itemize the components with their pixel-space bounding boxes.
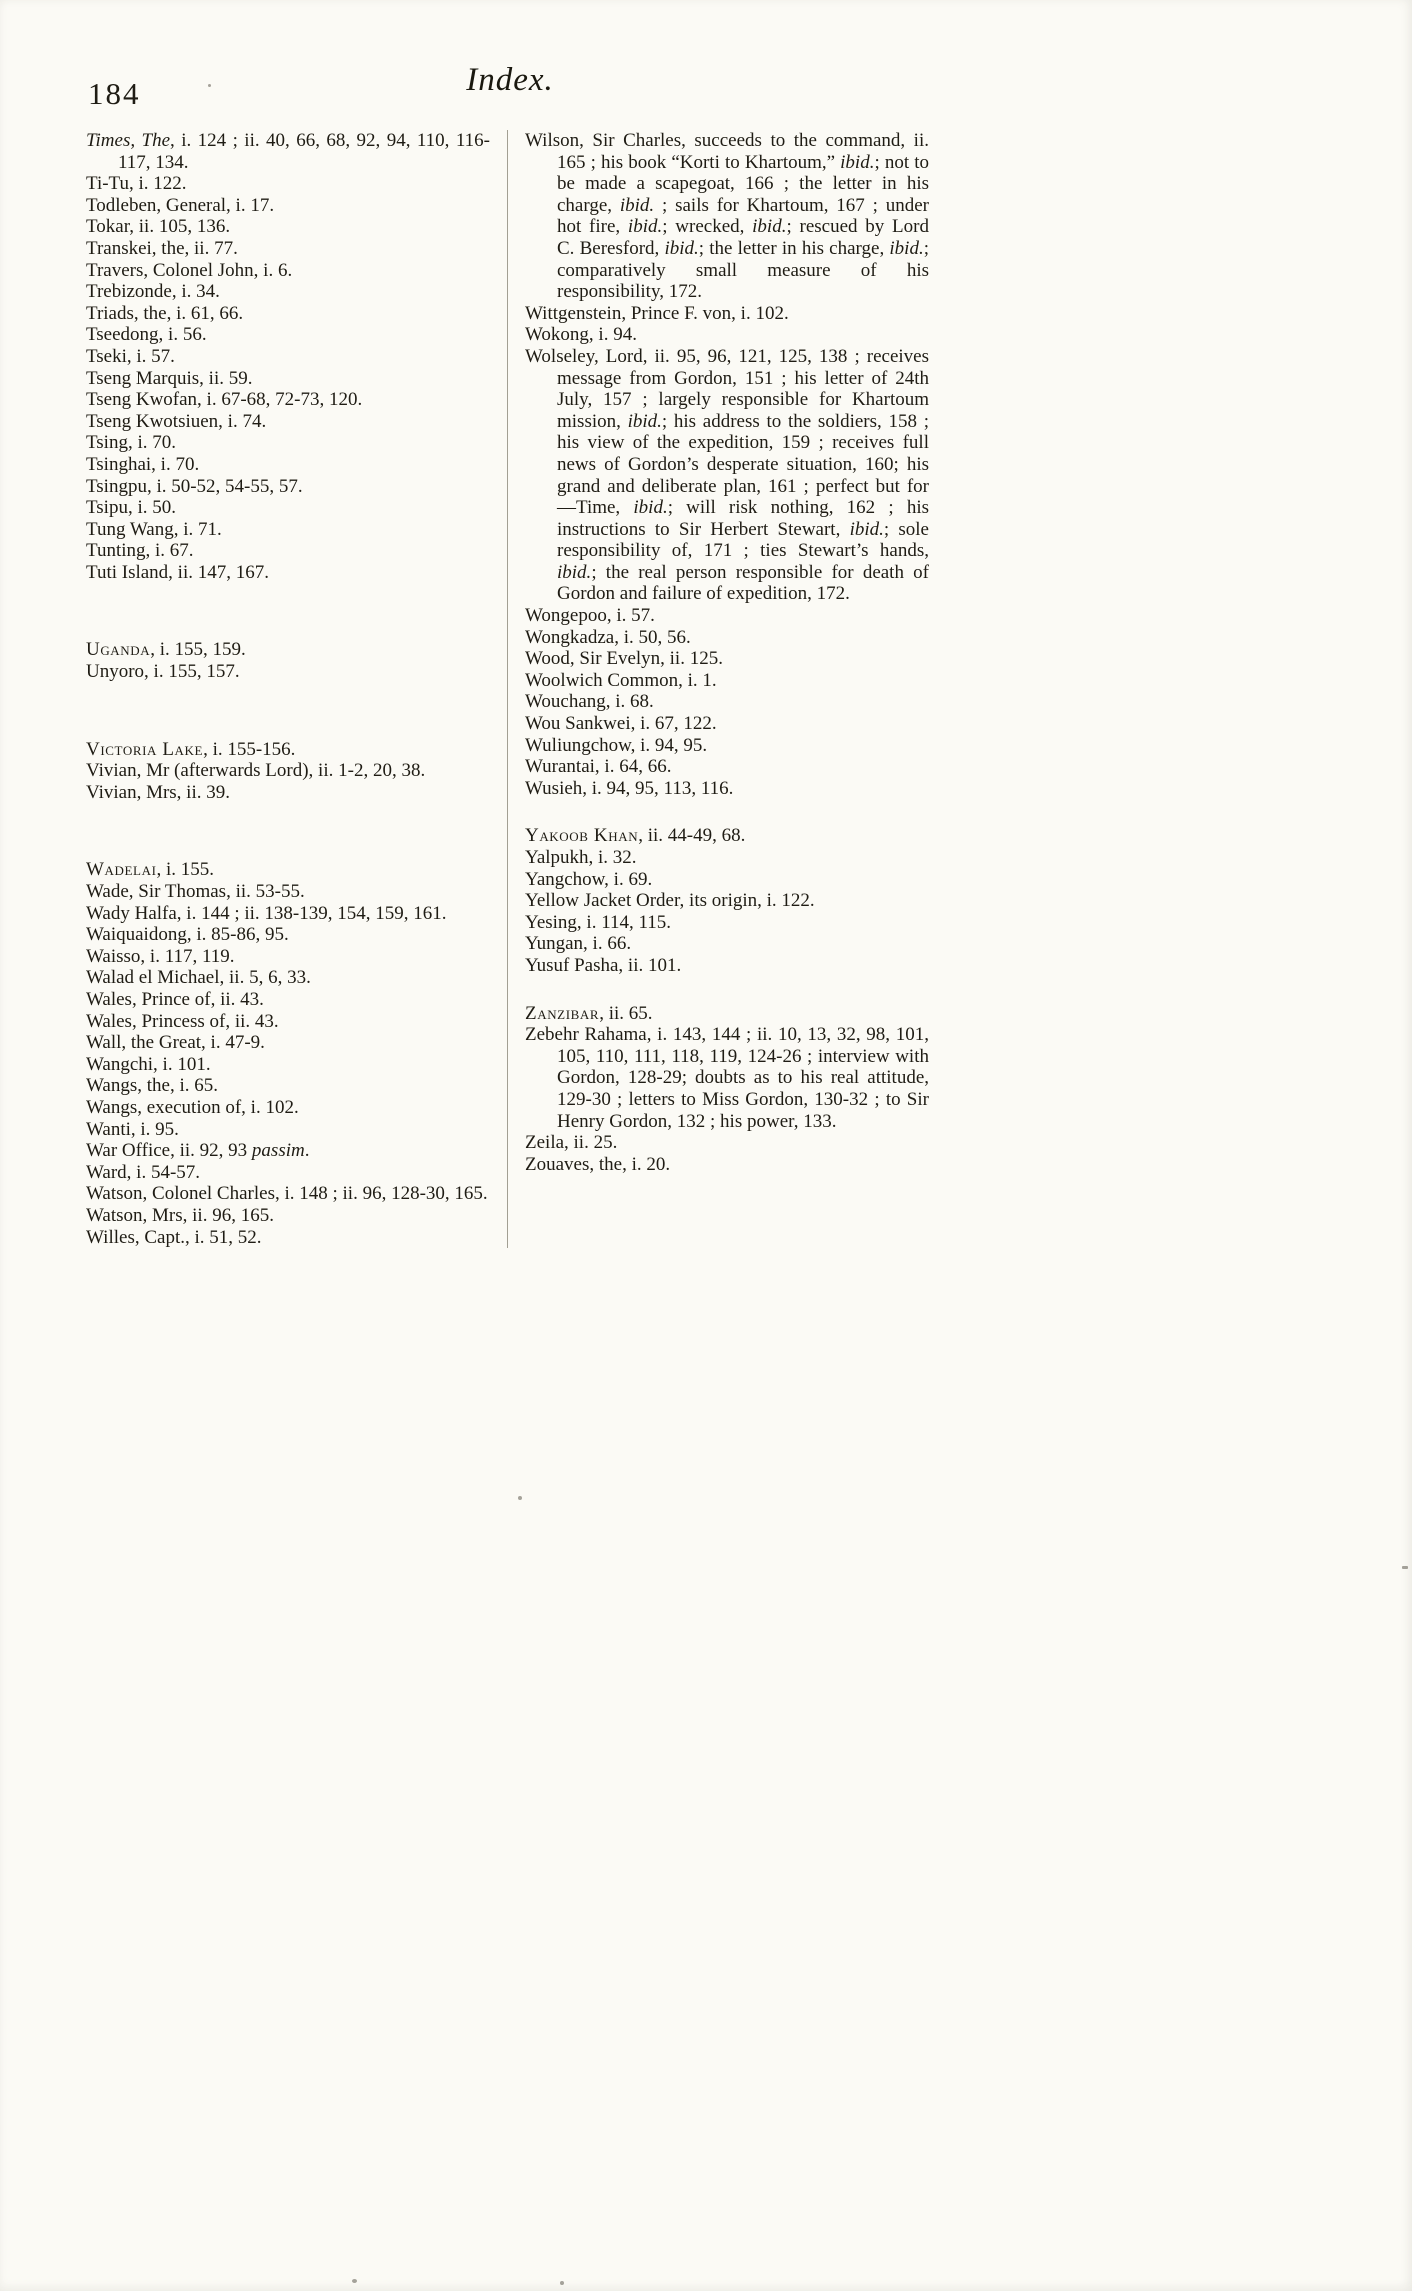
index-entry: Yellow Jacket Order, its origin, i. 122. — [525, 890, 815, 912]
index-group — [86, 739, 490, 804]
index-entry: Walad el Michael, ii. 5, 6, 33. — [86, 967, 311, 989]
index-entry: Waisso, i. 117, 119. — [86, 945, 235, 967]
index-entry: Wangchi, i. 101. — [86, 1053, 211, 1075]
scan-speck — [208, 84, 211, 87]
index-entry: Wolseley, Lord, ii. 95, 96, 121, 125, 138 ; receives message from Gordon, 151 ; his letter of 24th July, 157 ; largely responsible for Khartoum mission, ibid.; his address to the soldiers, 158 ; his view of the expedition, 159 ; receives full news of Gordon’s desperate situation, 160; his grand and deliberate plan, 161 ; perfect but for—Time, ibid.; will risk nothing, 162 ; his instructions to Sir Herbert Stewart, ibid.; sole responsibility of, 171 ; ties Stewart’s hands, ibid.; the real person responsible for death of Gordon and failure of expedition, 172. — [525, 345, 929, 605]
index-entry: Triads, the, i. 61, 66. — [86, 302, 244, 324]
index-entry: Wilson, Sir Charles, succeeds to the command, ii. 165 ; his book “Korti to Khartoum,” ibid.; not to be made a scapegoat, 166 ; the letter in his charge, ibid. ; sails for Khartoum, 167 ; under hot fire, ibid.; wrecked, ibid.; rescued by Lord C. Beresford, ibid.; the letter in his charge, ibid.; comparatively small measure of his responsibility, 172. — [525, 130, 929, 303]
index-entry: Tseedong, i. 56. — [86, 324, 207, 346]
index-entry: Yungan, i. 66. — [525, 933, 632, 955]
index-entry: Vivian, Mrs, ii. 39. — [86, 781, 230, 803]
index-entry: Watson, Mrs, ii. 96, 165. — [86, 1204, 274, 1226]
index-entry: Tseki, i. 57. — [86, 345, 175, 367]
index-entry: Wall, the Great, i. 47-9. — [86, 1032, 265, 1054]
index-entry: Wangs, the, i. 65. — [86, 1075, 218, 1097]
index-entry: Tseng Kwofan, i. 67-68, 72-73, 120. — [86, 389, 363, 411]
index-entry: Ti-Tu, i. 122. — [86, 173, 187, 195]
index-entry: Times, The, i. 124 ; ii. 40, 66, 68, 92, 94, 110, 116-117, 134. — [86, 130, 490, 173]
scan-speck — [1402, 1566, 1408, 1569]
index-entry: Wangs, execution of, i. 102. — [86, 1096, 299, 1118]
index-entry: Uganda, i. 155, 159. — [86, 639, 246, 661]
index-entry: Wurantai, i. 64, 66. — [525, 756, 672, 778]
index-entry: Tsingpu, i. 50-52, 54-55, 57. — [86, 475, 303, 497]
index-entry: Wady Halfa, i. 144 ; ii. 138-139, 154, 159, 161. — [86, 902, 447, 924]
index-entry: Zouaves, the, i. 20. — [525, 1153, 671, 1175]
index-entry: Yakoob Khan, ii. 44-49, 68. — [525, 825, 746, 847]
index-entry: Yusuf Pasha, ii. 101. — [525, 954, 682, 976]
index-entry: Yalpukh, i. 32. — [525, 847, 637, 868]
index-entry: Tuti Island, ii. 147, 167. — [86, 561, 269, 583]
index-entry: Wouchang, i. 68. — [525, 691, 654, 713]
index-entry: Wales, Prince of, ii. 43. — [86, 989, 264, 1010]
index-entry: Tsipu, i. 50. — [86, 497, 176, 519]
index-entry: Victoria Lake, i. 155-156. — [86, 738, 296, 760]
index-entry: Wade, Sir Thomas, ii. 53-55. — [86, 881, 305, 903]
index-entry: Zanzibar, ii. 65. — [525, 1002, 653, 1024]
index-entry: Wokong, i. 94. — [525, 324, 637, 346]
page-header — [86, 60, 934, 114]
index-entry: Wusieh, i. 94, 95, 113, 116. — [525, 777, 734, 799]
index-entry: Wood, Sir Evelyn, ii. 125. — [525, 648, 723, 670]
index-entry: Tung Wang, i. 71. — [86, 518, 222, 540]
index-entry: Tseng Kwotsiuen, i. 74. — [86, 410, 267, 432]
index-entry: Wongepoo, i. 57. — [525, 605, 655, 627]
scan-speck — [560, 2281, 564, 2285]
index-entry: Watson, Colonel Charles, i. 148 ; ii. 96, 128-30, 165. — [86, 1183, 488, 1205]
index-group — [86, 130, 490, 583]
scan-speck — [518, 1496, 522, 1500]
index-entry: Trebizonde, i. 34. — [86, 281, 220, 303]
index-entry: Woolwich Common, i. 1. — [525, 669, 717, 691]
index-entry: Transkei, the, ii. 77. — [86, 237, 238, 259]
index-group — [86, 859, 490, 1248]
index-entry: Yesing, i. 114, 115. — [525, 911, 672, 933]
index-entry: Travers, Colonel John, i. 6. — [86, 259, 293, 281]
index-entry: Ward, i. 54-57. — [86, 1161, 201, 1183]
index-entry: Zebehr Rahama, i. 143, 144 ; ii. 10, 13, 32, 98, 101, 105, 110, 111, 118, 119, 124-26 ; interview with Gordon, 128-29; doubts as to his real attitude, 129-30 ; letters to Miss Gordon, 130-32 ; to Sir Henry Gordon, 132 ; his power, 133. — [525, 1024, 929, 1132]
index-entry: Vivian, Mr (afterwards Lord), ii. 1-2, 20, 38. — [86, 760, 426, 782]
index-columns — [86, 130, 934, 1248]
index-group — [525, 1003, 929, 1176]
index-entry: Wou Sankwei, i. 67, 122. — [525, 713, 717, 735]
index-entry: Wongkadza, i. 50, 56. — [525, 626, 691, 648]
index-group — [525, 130, 929, 799]
page-title: Index. — [466, 62, 554, 98]
index-entry: Tseng Marquis, ii. 59. — [86, 367, 253, 389]
index-entry: Zeila, ii. 25. — [525, 1132, 618, 1154]
index-entry: Wales, Princess of, ii. 43. — [86, 1010, 279, 1032]
scan-speck — [352, 2279, 357, 2283]
index-entry: Wanti, i. 95. — [86, 1118, 179, 1140]
index-entry: Tunting, i. 67. — [86, 540, 194, 562]
index-entry: Waiquaidong, i. 85-86, 95. — [86, 924, 289, 946]
index-column-right — [525, 130, 929, 1248]
index-entry: Unyoro, i. 155, 157. — [86, 661, 240, 683]
index-entry: Yangchow, i. 69. — [525, 868, 653, 890]
index-entry: Wittgenstein, Prince F. von, i. 102. — [525, 302, 789, 324]
index-entry: Todleben, General, i. 17. — [86, 194, 275, 216]
page-content — [86, 60, 934, 1248]
index-entry: Tokar, ii. 105, 136. — [86, 216, 231, 238]
index-entry: Willes, Capt., i. 51, 52. — [86, 1226, 262, 1248]
index-entry: Tsinghai, i. 70. — [86, 453, 200, 475]
index-column-left — [86, 130, 490, 1248]
column-divider — [507, 130, 508, 1248]
page-number: 184 — [88, 76, 141, 111]
index-entry: Tsing, i. 70. — [86, 432, 176, 454]
index-entry: Wuliungchow, i. 94, 95. — [525, 734, 708, 756]
index-entry: War Office, ii. 92, 93 passim. — [86, 1140, 310, 1162]
index-entry: Wadelai, i. 155. — [86, 859, 215, 881]
index-group — [525, 825, 929, 976]
index-group — [86, 639, 490, 682]
